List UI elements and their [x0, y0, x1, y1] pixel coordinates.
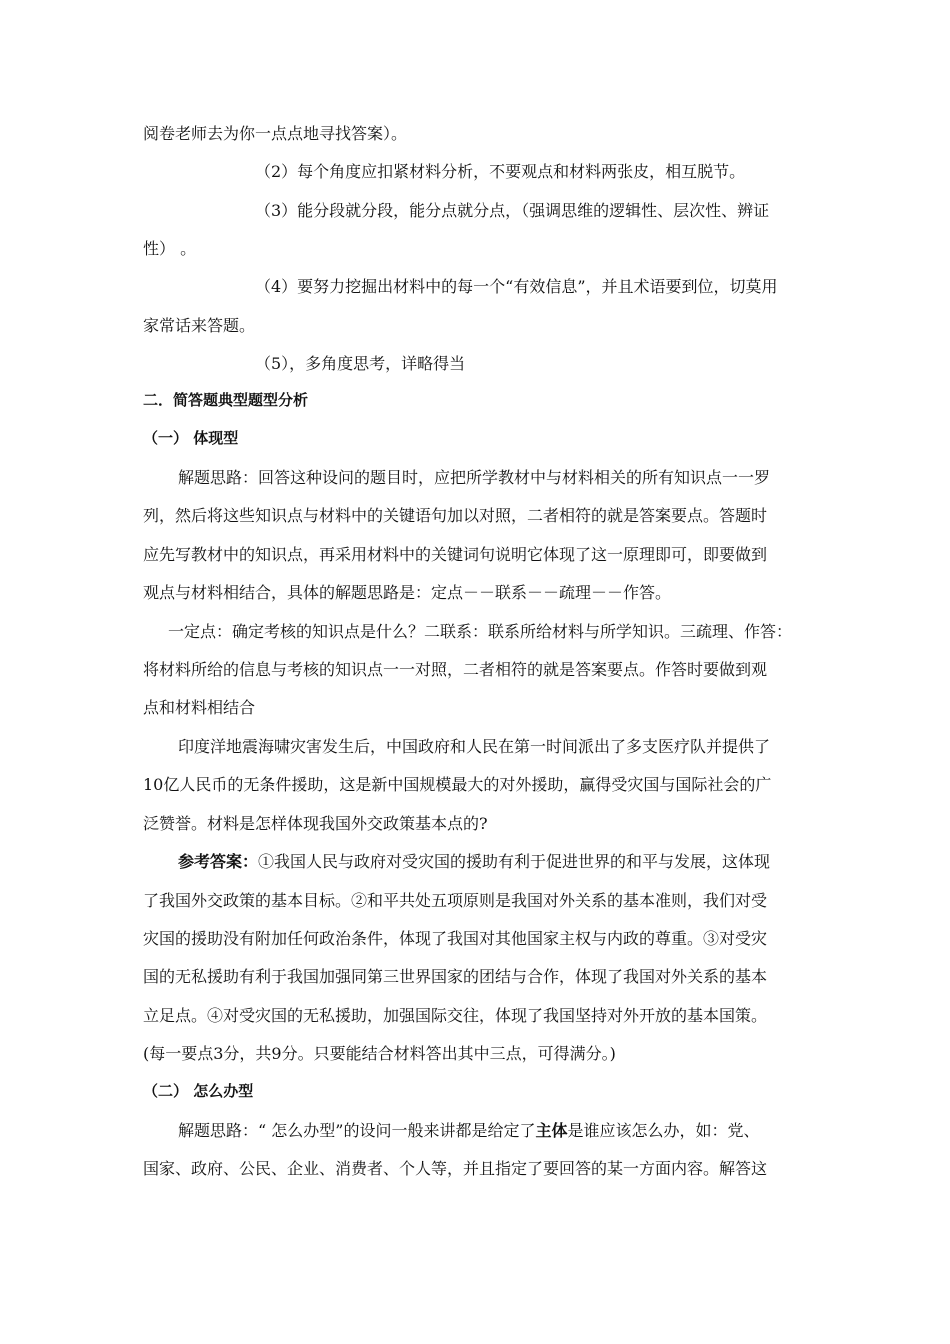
text-line: （3）能分段就分段，能分点就分点，（强调思维的逻辑性、层次性、辨证: [255, 201, 770, 220]
text-line: 泛赞誉。材料是怎样体现我国外交政策基本点的?: [143, 814, 488, 833]
text-line: 列，然后将这些知识点与材料中的关键语句加以对照，二者相符的就是答案要点。答题时: [143, 506, 768, 525]
text-line: [178, 1120, 759, 1142]
subsection-heading: （一） 体现型: [143, 429, 239, 447]
text-line: 国家、政府、公民、企业、消费者、个人等，并且指定了要回答的某一方面内容。解答这: [143, 1159, 768, 1178]
text-segment: 解题思路：“ 怎么办型”的设问一般来讲都是给定了: [178, 1121, 536, 1140]
text-line: 10亿人民币的无条件援助，这是新中国规模最大的对外援助，赢得受灾国与国际社会的广: [143, 775, 772, 794]
text-line: 应先写教材中的知识点，再采用材料中的关键词句说明它体现了这一原理即可，即要做到: [143, 545, 768, 564]
text-line: 国的无私援助有利于我国加强同第三世界国家的团结与合作，体现了我国对外关系的基本: [143, 967, 768, 986]
answer-label: 参考答案：: [178, 852, 259, 871]
text-line: 印度洋地震海啸灾害发生后，中国政府和人民在第一时间派出了多支医疗队并提供了: [178, 737, 771, 756]
text-line: 观点与材料相结合，具体的解题思路是：定点－－联系－－疏理－－作答。: [143, 583, 672, 602]
text-line: 点和材料相结合: [143, 698, 256, 717]
text-line: （5），多角度思考，详略得当: [255, 354, 466, 373]
text-line: （4）要努力挖掘出材料中的每一个“有效信息”，并且术语要到位，切莫用: [255, 277, 778, 296]
answer-line: [178, 851, 770, 873]
text-line: 解题思路：回答这种设问的题目时，应把所学教材中与材料相关的所有知识点一一罗: [178, 468, 771, 487]
emphasis-subject: 主体: [535, 1121, 568, 1140]
subsection-heading: （二） 怎么办型: [143, 1082, 254, 1100]
text-segment: 是谁应该怎么办，如：党、: [567, 1121, 760, 1140]
answer-text: ①我国人民与政府对受灾国的援助有利于促进世界的和平与发展，这体现: [258, 852, 771, 871]
text-line: （2）每个角度应扣紧材料分析，不要观点和材料两张皮，相互脱节。: [255, 162, 746, 181]
text-line: 性） 。: [143, 239, 197, 258]
text-line: 将材料所给的信息与考核的知识点一一对照，二者相符的就是答案要点。作答时要做到观: [143, 660, 768, 679]
text-line: 灾国的援助没有附加任何政治条件，体现了我国对其他国家主权与内政的尊重。③对受灾: [143, 929, 768, 948]
section-heading: 二．简答题典型题型分析: [143, 391, 309, 409]
text-line: 了我国外交政策的基本目标。②和平共处五项原则是我国对外关系的基本准则，我们对受: [143, 891, 768, 910]
text-line: (每一要点3分，共9分。只要能结合材料答出其中三点，可得满分。): [143, 1044, 616, 1063]
text-line: 家常话来答题。: [143, 316, 256, 335]
text-line: 立足点。④对受灾国的无私援助，加强国际交往，体现了我国坚持对外开放的基本国策。: [143, 1006, 768, 1025]
text-line: 一定点：确定考核的知识点是什么？二联系：联系所给材料与所学知识。三疏理、作答：: [168, 622, 793, 641]
text-line: 阅卷老师去为你一点点地寻找答案）。: [143, 124, 408, 143]
